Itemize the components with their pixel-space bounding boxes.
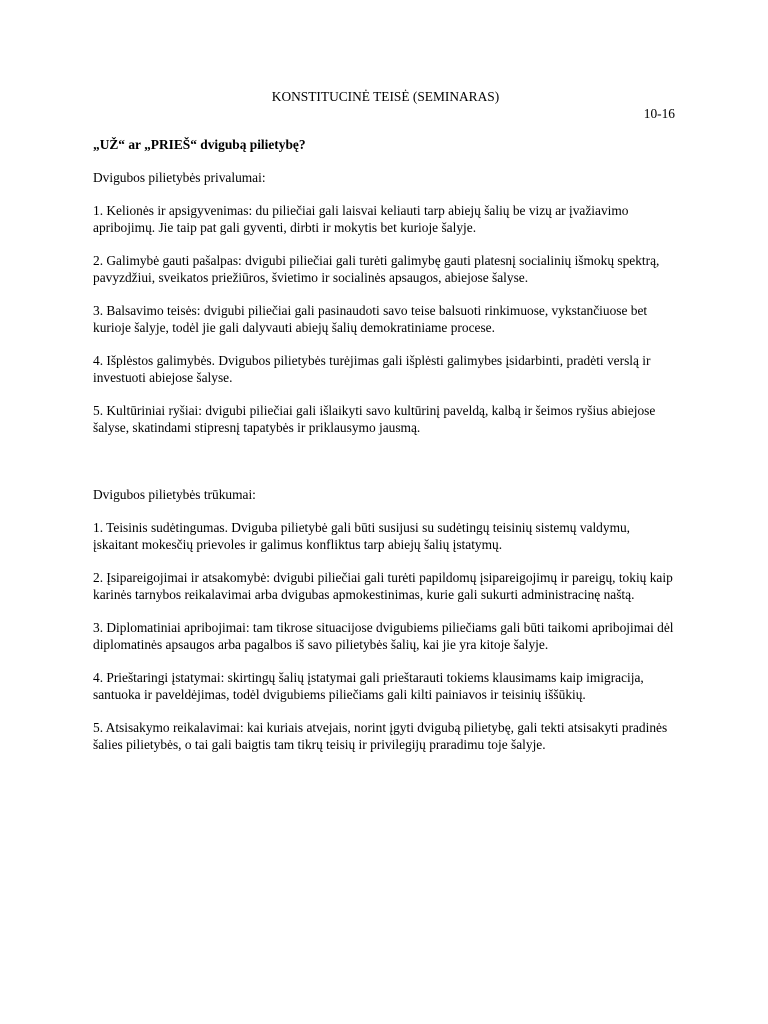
document-date: 10-16 [643, 106, 675, 121]
document-page [93, 88, 678, 753]
disadvantage-item: 4. Prieštaringi įstatymai: skirtingų šalių įstatymai gali prieštarauti tokiems klausimams kaip imigracija, santuoka ir paveldėjimas, todėl dvigubiems piliečiams gali kilti painiavos ir teisinių iššūkių. [93, 670, 644, 702]
advantage-item: 1. Kelionės ir apsigyvenimas: du piliečiai gali laisvai keliauti tarp abiejų šalių be vizų ar įvažiavimo apribojimų. Jie taip pat gali gyventi, dirbti ir mokytis bet kurioje šalyje. [93, 203, 629, 235]
advantages-section [93, 169, 678, 436]
disadvantage-item: 2. Įsipareigojimai ir atsakomybė: dvigubi piliečiai gali turėti papildomų įsipareigojimų ir pareigų, tokių kaip karinės tarnybos reikalavimai arba dvigubas apmokestinimas, kurie gali sukurti administracinę naštą. [93, 570, 673, 602]
disadvantage-item: 1. Teisinis sudėtingumas. Dviguba pilietybė gali būti susijusi su sudėtingų teisinių sistemų valdymu, įskaitant mokesčių prievoles ir galimus konfliktus tarp abiejų šalių įstatymų. [93, 520, 631, 552]
disadvantages-section [93, 486, 678, 753]
disadvantage-item: 3. Diplomatiniai apribojimai: tam tikrose situacijose dvigubiems piliečiams gali būti taikomi apribojimai dėl diplomatinės apsaugos arba pagalbos iš savo pilietybės šalių, kai jie yra kitoje šalyje. [93, 620, 674, 652]
advantage-item: 5. Kultūriniai ryšiai: dvigubi piliečiai gali išlaikyti savo kultūrinį paveldą, kalbą ir šeimos ryšius abiejose šalyse, skatindami stipresnį tapatybės ir priklausymo jausmą. [93, 403, 656, 435]
advantage-item: 4. Išplėstos galimybės. Dvigubos pilietybės turėjimas gali išplėsti galimybes įsidarbinti, pradėti verslą ir investuoti abiejose šalyse. [93, 353, 651, 385]
question-heading: „UŽ“ ar „PRIEŠ“ dvigubą pilietybę? [93, 137, 306, 152]
disadvantages-title: Dvigubos pilietybės trūkumai: [93, 487, 256, 502]
advantage-item: 2. Galimybė gauti pašalpas: dvigubi piliečiai gali turėti galimybę gauti platesnį socialinių išmokų spektrą, pavyzdžiui, sveikatos priežiūros, švietimo ir socialinės apsaugos, abiejose šalyse. [93, 253, 660, 285]
advantage-item: 3. Balsavimo teisės: dvigubi piliečiai gali pasinaudoti savo teise balsuoti rinkimuose, vykstančiuose bet kurioje šalyje, todėl jie gali dalyvauti abiejų šalių demokratiniame procese. [93, 303, 648, 335]
disadvantage-item: 5. Atsisakymo reikalavimai: kai kuriais atvejais, norint įgyti dvigubą pilietybę, gali tekti atsisakyti pradinės šalies pilietybės, o tai gali baigtis tam tikrų teisių ir privilegijų praradimu toje šalyje. [93, 720, 668, 752]
document-title: KONSTITUCINĖ TEISĖ (SEMINARAS) [271, 89, 500, 104]
section-spacer [93, 436, 678, 470]
advantages-title: Dvigubos pilietybės privalumai: [93, 170, 266, 185]
